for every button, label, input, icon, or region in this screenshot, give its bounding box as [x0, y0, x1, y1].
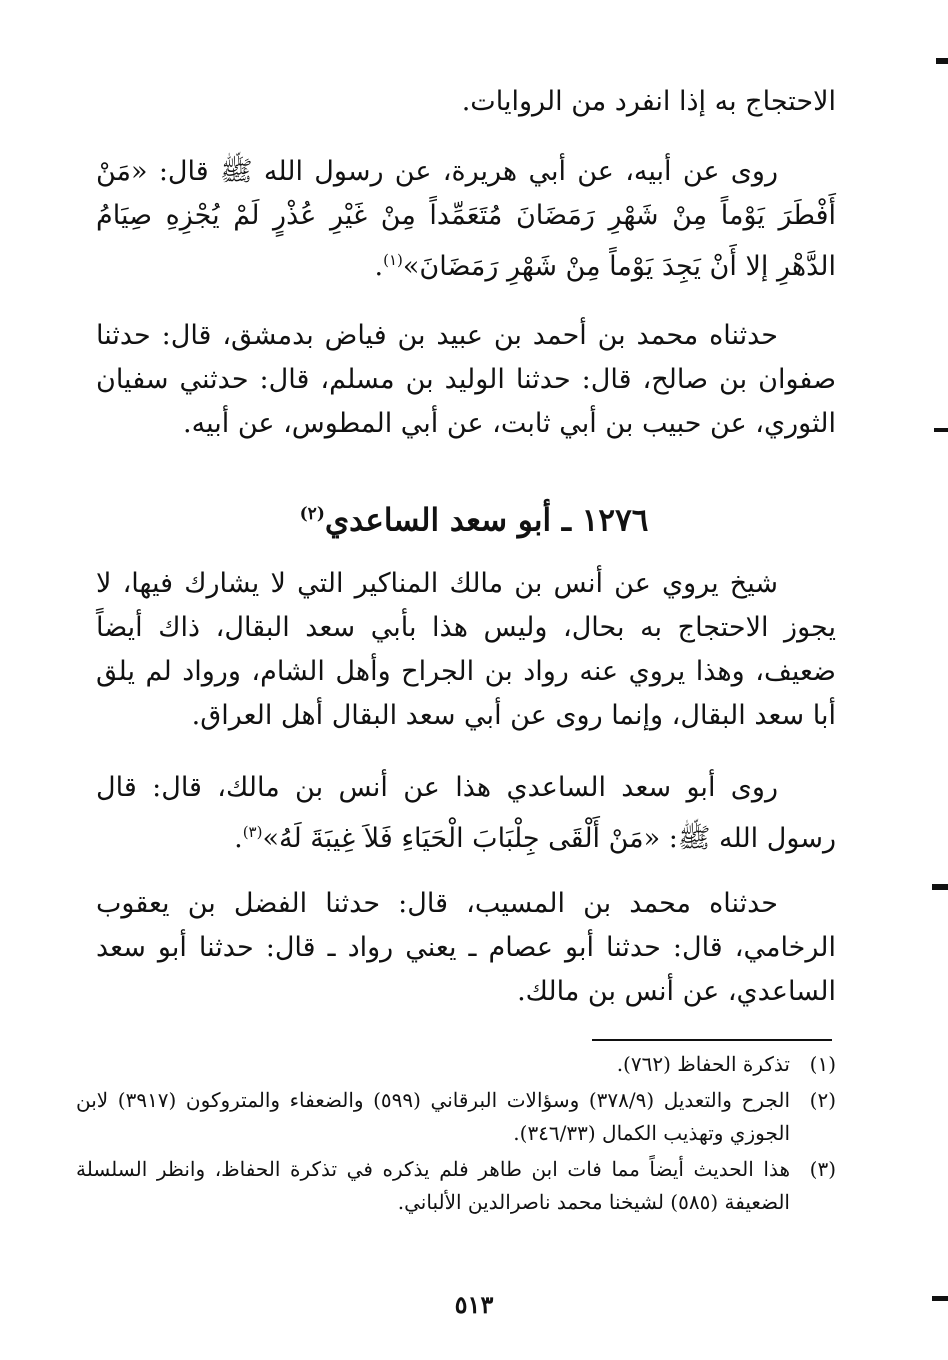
footnote-separator	[592, 1039, 832, 1041]
paragraph-text: روى عن أبيه، عن أبي هريرة، عن رسول الله ﷺ قال: «مَنْ أَفْطَرَ يَوْماً مِنْ شَهْرِ رَمَضَانَ مُتَعَمِّداً مِنْ غَيْرِ عُذْرٍ لَمْ يُجْزِهِ صِيَامُ الدَّهْرِ إلا أَنْ يَجِدَ يَوْماً مِنْ شَهْرِ رَمَضَانَ»	[96, 156, 836, 282]
paragraph-text: حدثناه محمد بن أحمد بن عبيد بن فياض بدمشق، قال: حدثنا صفوان بن صالح، قال: حدثنا الوليد بن مسلم، قال: حدثني سفيان الثوري، عن حبيب بن أبي ثابت، عن أبي المطوس، عن أبيه.	[96, 320, 836, 439]
footnote-mark: (٢)	[809, 1088, 836, 1112]
paragraph-continuation	[96, 80, 836, 124]
footnote-text: تذكرة الحفاظ (٧٦٢).	[616, 1052, 790, 1076]
paragraph-end: .	[374, 251, 384, 282]
footnote-1	[76, 1048, 836, 1081]
paragraph-end: .	[234, 823, 243, 854]
paragraph-text: الاحتجاج به إذا انفرد من الروايات.	[461, 86, 836, 117]
scan-edge-mark	[936, 58, 948, 64]
page-number: ٥١٣	[454, 1290, 494, 1319]
footnote-2	[76, 1084, 836, 1150]
isnad-paragraph	[96, 882, 836, 1014]
paragraph-text: روى أبو سعد الساعدي هذا عن أنس بن مالك، قال: قال رسول الله ﷺ: «مَنْ أَلْقَى جِلْبَابَ الْحَيَاءِ فَلاَ غِيبَةَ لَهُ»	[96, 772, 836, 854]
isnad-paragraph	[96, 314, 836, 446]
footnotes	[76, 1048, 836, 1222]
biography-paragraph	[96, 562, 836, 738]
scan-edge-mark	[932, 884, 948, 890]
entry-title: ١٢٧٦ ـ أبو سعد الساعدي	[324, 502, 649, 539]
footnote-3	[76, 1153, 836, 1219]
entry-heading	[0, 490, 948, 544]
footnote-ref: (١)	[383, 251, 403, 269]
footnote-ref: (٣)	[242, 823, 263, 841]
hadith-paragraph	[96, 766, 836, 861]
paragraph-text: شيخ يروي عن أنس بن مالك المناكير التي لا يشارك فيها، لا يجوز الاحتجاج به بحال، وليس هذا بأبي سعد البقال، ذاك أيضاً ضعيف، وهذا يروي عنه رواد بن الجراح وأهل الشام، ورواد لم يلق أبا سعد البقال، وإنما روى عن أبي سعد البقال أهل العراق.	[96, 568, 836, 731]
footnote-mark: (١)	[809, 1052, 836, 1076]
paragraph-text: حدثناه محمد بن المسيب، قال: حدثنا الفضل بن يعقوب الرخامي، قال: حدثنا أبو عصام ـ يعني رواد ـ قال: حدثنا أبو سعد الساعدي، عن أنس بن مالك.	[96, 888, 836, 1007]
footnote-mark: (٣)	[809, 1157, 836, 1181]
scan-edge-mark	[934, 428, 948, 432]
hadith-paragraph	[96, 150, 836, 289]
footnote-text: هذا الحديث أيضاً مما فات ابن طاهر فلم يذكره في تذكرة الحفاظ، وانظر السلسلة الضعيفة (٥٨٥) لشيخنا محمد ناصرالدين الألباني.	[76, 1157, 791, 1214]
footnote-text: الجرح والتعديل (٣٧٨/٩) وسؤالات البرقاني (٥٩٩) والضعفاء والمتروكون (٣٩١٧) لابن الجوزي وتهذيب الكمال (٣٤٦/٣٣).	[76, 1088, 790, 1145]
footnote-ref: (٢)	[299, 504, 325, 524]
